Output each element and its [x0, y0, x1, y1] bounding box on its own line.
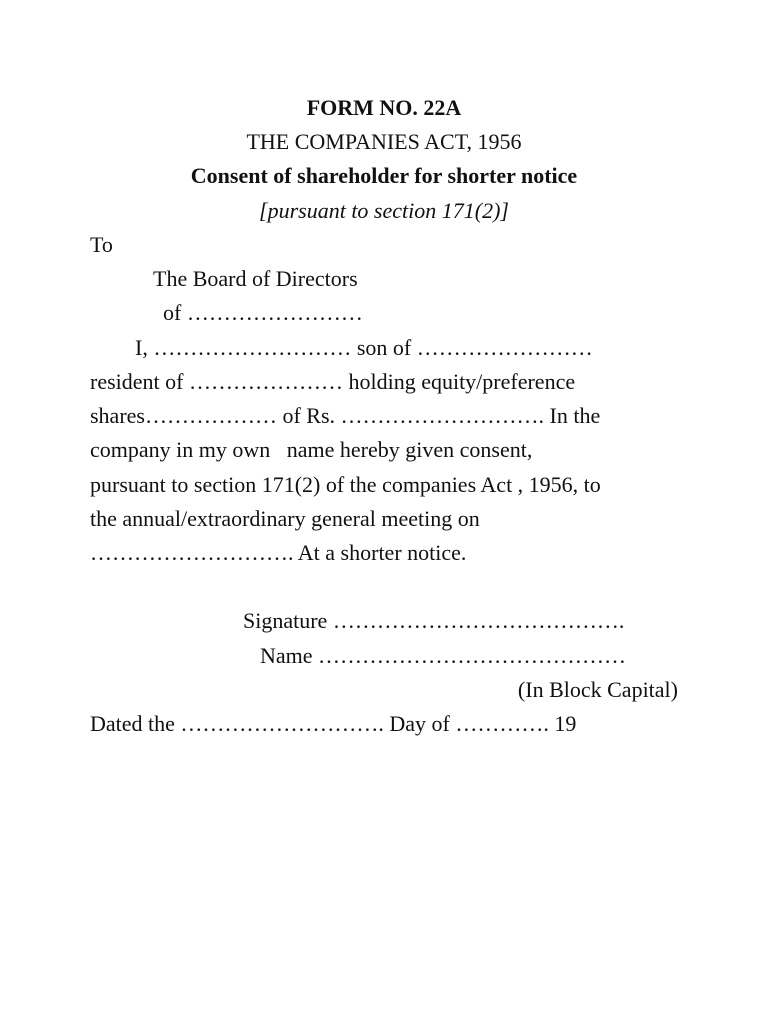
- act-title: THE COMPANIES ACT, 1956: [246, 129, 522, 154]
- pursuant-note: [pursuant to section 171(2)]: [259, 198, 509, 223]
- body-line-4: company in my own name hereby given consent,: [90, 437, 533, 462]
- body-line-1: I, ……………………… son of ……………………: [135, 335, 593, 360]
- addressee-company: of ……………………: [163, 300, 363, 325]
- addressee-board: The Board of Directors: [153, 266, 358, 291]
- dated-line: Dated the ………………………. Day of …………. 19: [90, 711, 577, 736]
- body-line-2: resident of ………………… holding equity/preference: [90, 369, 576, 394]
- body-line-7: ………………………. At a shorter notice.: [90, 540, 467, 565]
- body-line-5: pursuant to section 171(2) of the companies Act , 1956, to: [90, 472, 601, 497]
- body-line-6: the annual/extraordinary general meeting on: [90, 506, 480, 531]
- block-capital-note: (In Block Capital): [517, 677, 678, 702]
- form-title: Consent of shareholder for shorter notice: [190, 163, 578, 188]
- name-line: Name ……………………………………: [260, 643, 627, 668]
- body-line-3: shares……………… of Rs. ………………………. In the: [90, 403, 601, 428]
- addressee-to: To: [90, 232, 113, 257]
- signature-line: Signature ………………………………….: [243, 608, 625, 633]
- form-number: FORM NO. 22A: [306, 95, 462, 120]
